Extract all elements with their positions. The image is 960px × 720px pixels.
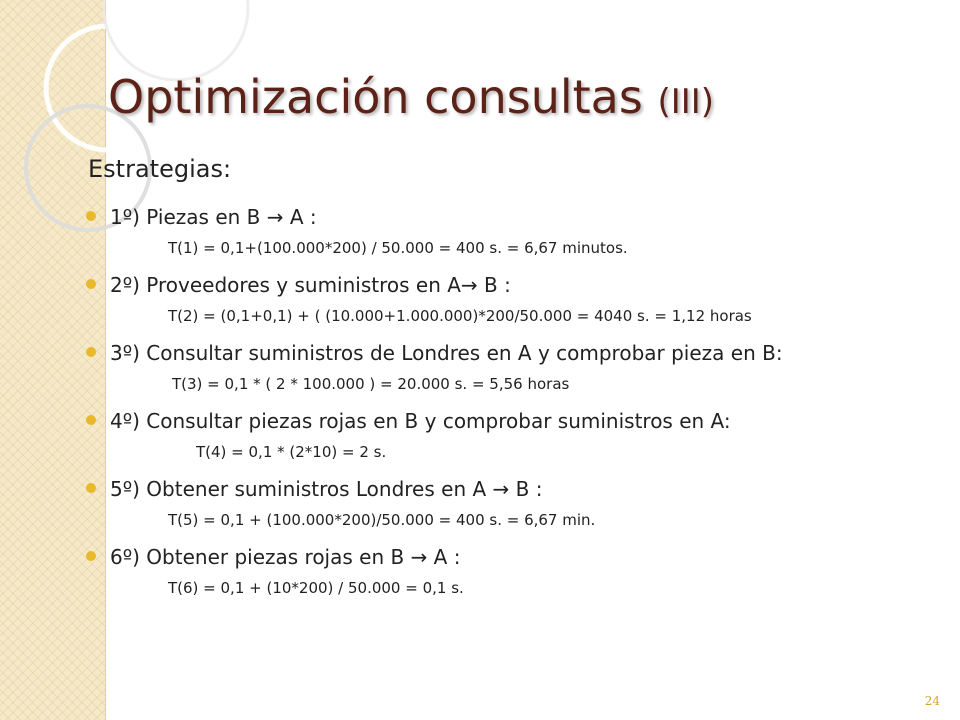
strategy-formula: T(4) = 0,1 * (2*10) = 2 s.	[196, 443, 387, 461]
bullet-icon	[86, 415, 96, 425]
bullet-icon	[86, 551, 96, 561]
strategy-item	[86, 204, 946, 260]
slide-title	[108, 70, 714, 124]
strategy-item	[86, 544, 946, 600]
slide-title-suffix: (III)	[657, 82, 715, 122]
bullet-icon	[86, 347, 96, 357]
page-number: 24	[924, 694, 940, 708]
strategy-label: 4º) Consultar piezas rojas en B y comprobar suministros en A:	[110, 409, 731, 433]
strategy-label: 1º) Piezas en B → A :	[110, 205, 317, 229]
strategy-label: 5º) Obtener suministros Londres en A → B :	[110, 477, 543, 501]
strategy-label: 3º) Consultar suministros de Londres en A y comprobar pieza en B:	[110, 341, 783, 365]
strategy-item	[86, 408, 946, 464]
strategy-label: 2º) Proveedores y suministros en A→ B :	[110, 273, 511, 297]
bullet-icon	[86, 211, 96, 221]
strategy-item	[86, 272, 946, 328]
strategy-item	[86, 476, 946, 532]
strategy-item	[86, 340, 946, 396]
strategy-formula: T(5) = 0,1 + (100.000*200)/50.000 = 400 s. = 6,67 min.	[168, 511, 596, 529]
bullet-icon	[86, 483, 96, 493]
strategy-formula: T(3) = 0,1 * ( 2 * 100.000 ) = 20.000 s. = 5,56 horas	[172, 375, 570, 393]
strategy-formula: T(6) = 0,1 + (10*200) / 50.000 = 0,1 s.	[168, 579, 464, 597]
bullet-icon	[86, 279, 96, 289]
slide-title-main: Optimización consultas	[108, 70, 643, 124]
strategy-formula: T(2) = (0,1+0,1) + ( (10.000+1.000.000)*200/50.000 = 4040 s. = 1,12 horas	[168, 307, 752, 325]
strategy-label: 6º) Obtener piezas rojas en B → A :	[110, 545, 461, 569]
strategy-list	[86, 204, 946, 612]
strategy-formula: T(1) = 0,1+(100.000*200) / 50.000 = 400 s. = 6,67 minutos.	[168, 239, 628, 257]
intro-text: Estrategias:	[88, 155, 232, 183]
